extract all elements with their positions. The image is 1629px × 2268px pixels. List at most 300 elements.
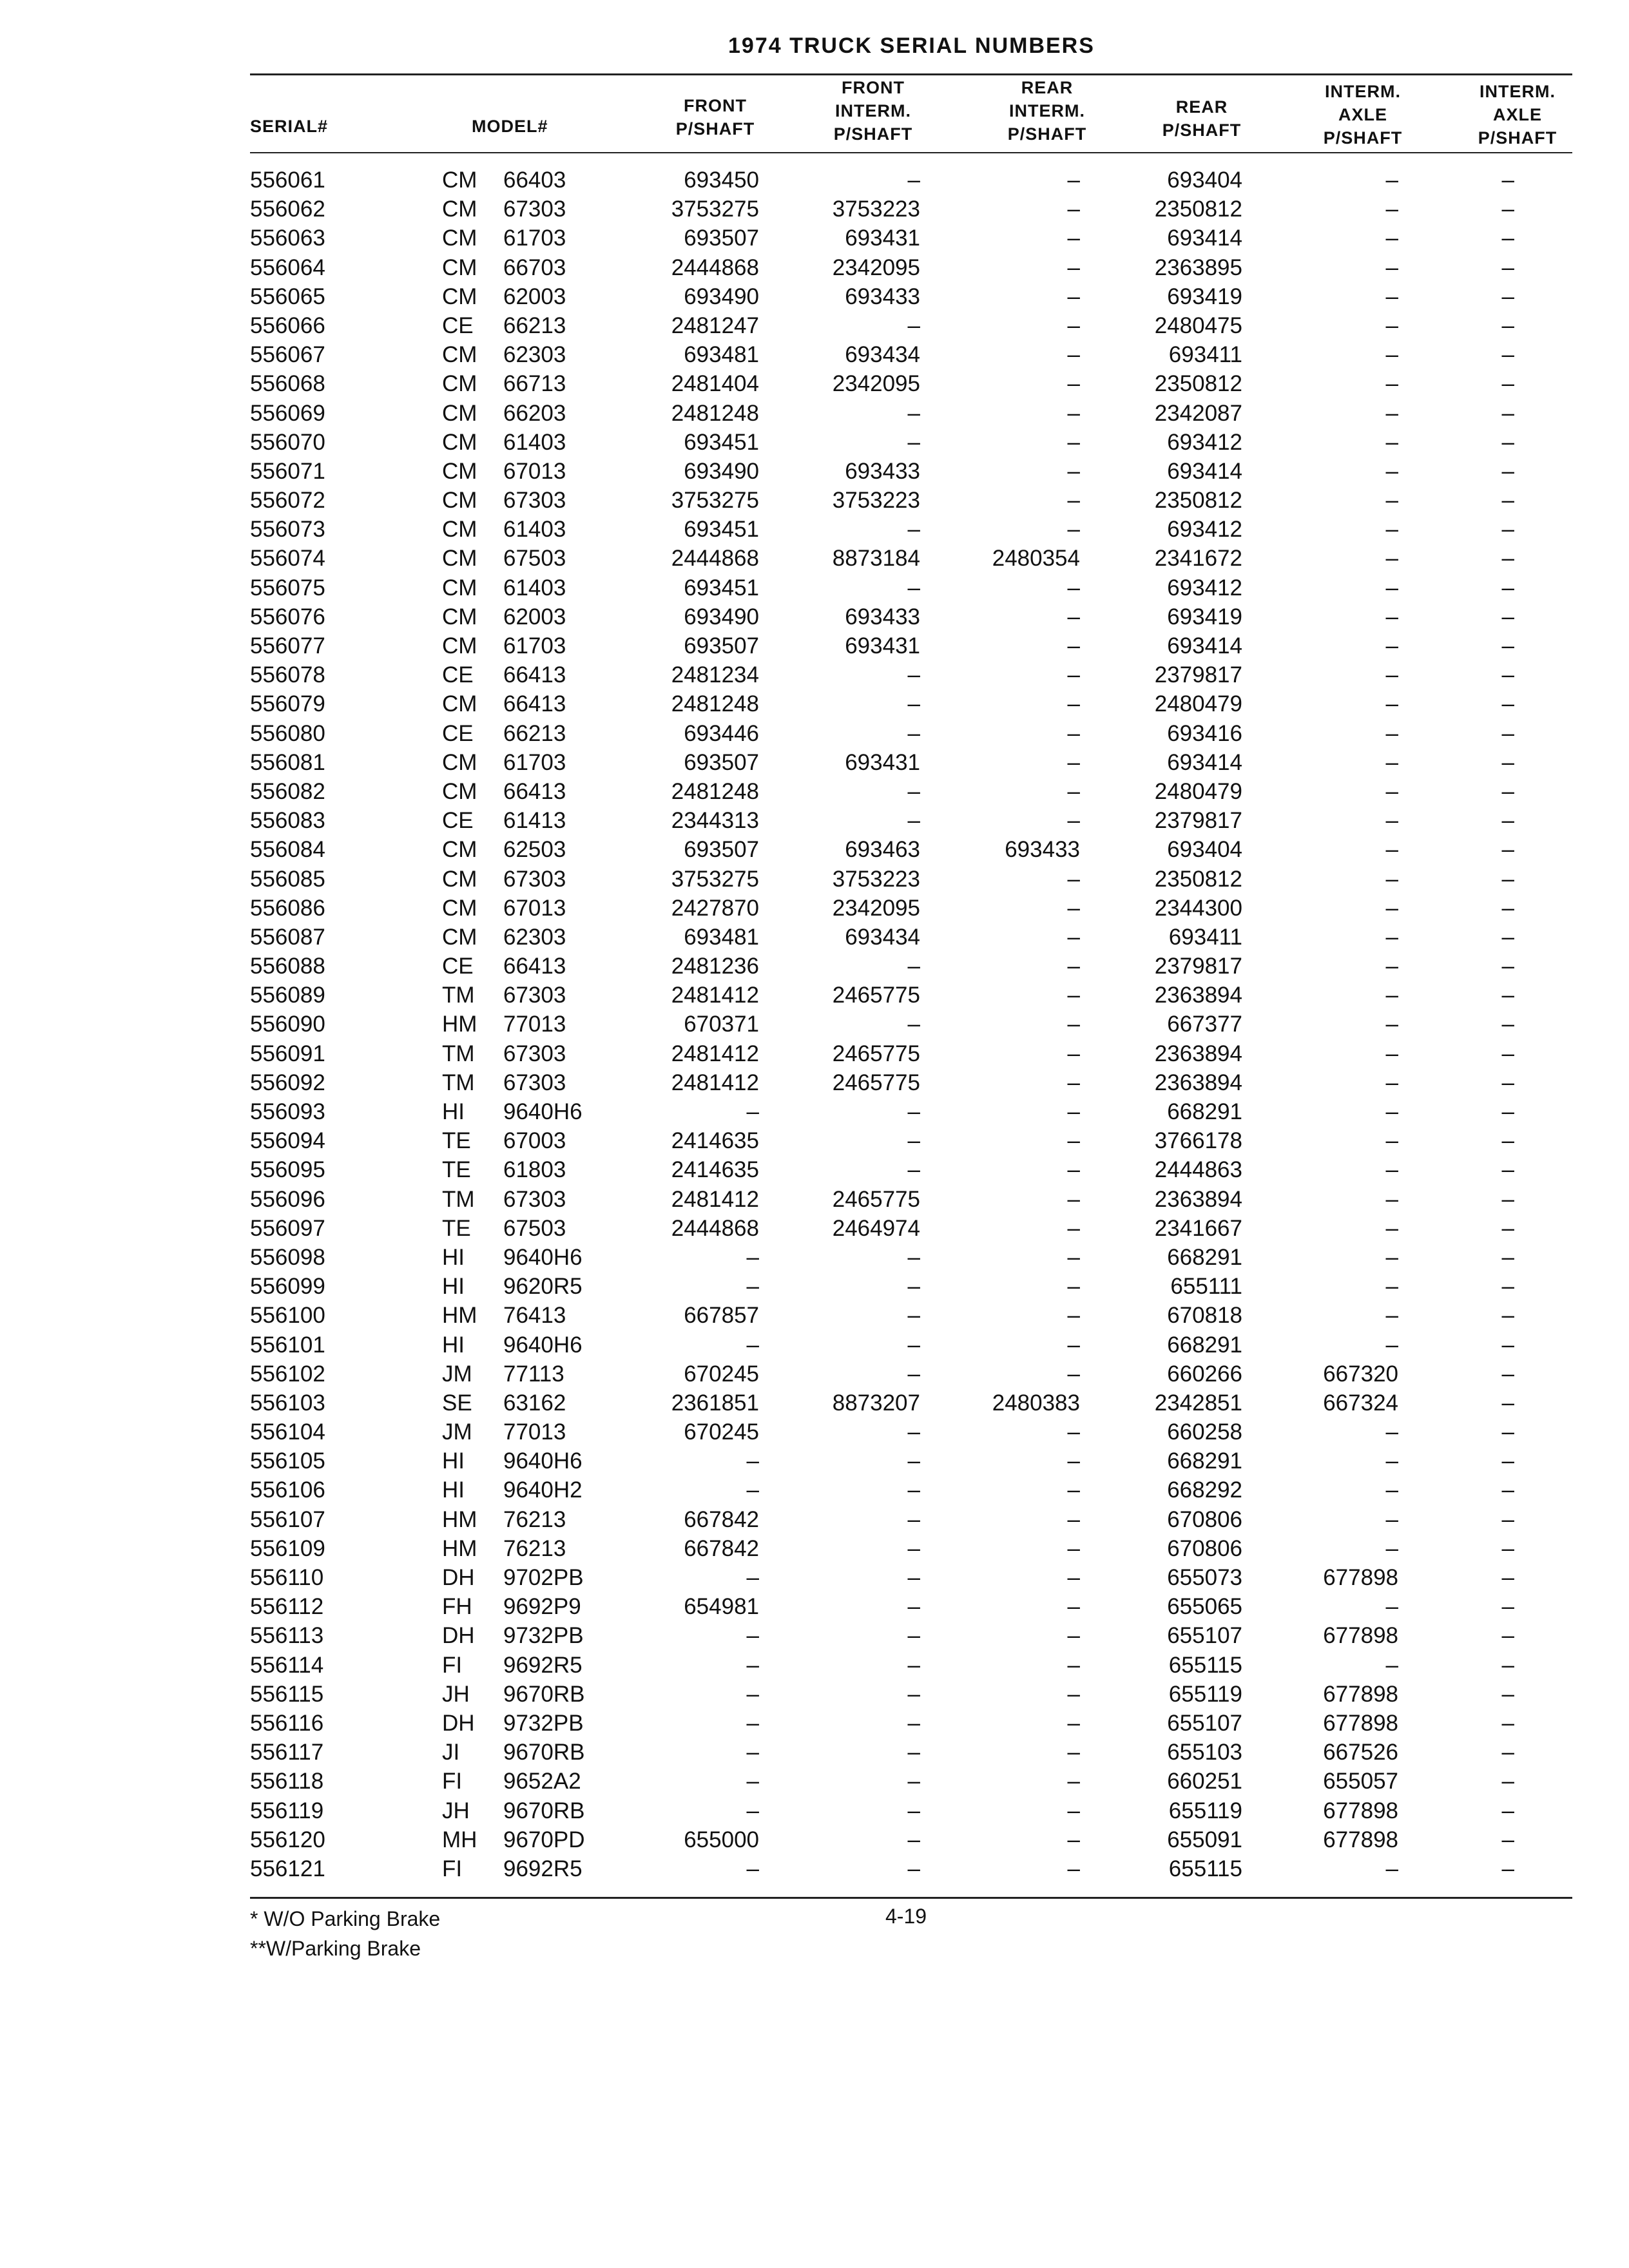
front-interm-pshaft-cell: – (907, 168, 920, 193)
rear-interm-pshaft-cell: – (1067, 197, 1080, 222)
model-cell: 66213 (503, 720, 566, 746)
serial-cell: 556087 (250, 924, 325, 950)
table-row (0, 1592, 1629, 1621)
table-row (0, 1825, 1629, 1854)
model-cell: 62303 (503, 342, 566, 368)
rear-interm-pshaft-cell: – (1067, 1594, 1080, 1620)
interm-axle-pshaft-2-cell: – (1501, 749, 1514, 775)
rear-interm-pshaft-cell: – (1067, 778, 1080, 804)
rear-interm-pshaft-cell: – (1067, 168, 1080, 193)
front-interm-pshaft-cell: 693433 (845, 458, 920, 484)
serial-cell: 556093 (250, 1099, 325, 1124)
interm-axle-pshaft-2-cell: – (1501, 1535, 1514, 1561)
type-cell: TM (442, 1186, 475, 1212)
front-pshaft-cell: 693507 (684, 226, 759, 251)
model-cell: 9692P9 (503, 1594, 581, 1620)
type-cell: HI (442, 1448, 465, 1474)
rear-interm-pshaft-cell: – (1067, 1565, 1080, 1590)
front-pshaft-cell: 2481248 (671, 400, 759, 426)
front-interm-pshaft-cell: – (907, 1332, 920, 1358)
front-pshaft-cell: – (746, 1623, 759, 1649)
type-cell: TE (442, 1215, 471, 1241)
serial-cell: 556109 (250, 1535, 325, 1561)
model-cell: 9670RB (503, 1798, 585, 1823)
rear-interm-pshaft-cell: – (1067, 1827, 1080, 1852)
rear-pshaft-cell: 2350812 (1154, 371, 1242, 397)
front-interm-pshaft-cell: 8873207 (832, 1390, 920, 1416)
rear-pshaft-cell: 2363894 (1154, 1186, 1242, 1212)
front-pshaft-cell: – (746, 1332, 759, 1358)
serial-cell: 556088 (250, 954, 325, 979)
front-pshaft-cell: 670371 (684, 1012, 759, 1037)
interm-axle-pshaft-2-cell: – (1501, 312, 1514, 338)
interm-axle-pshaft-1-cell: – (1385, 312, 1398, 338)
type-cell: CM (442, 691, 477, 717)
table-row (0, 1446, 1629, 1475)
model-cell: 66213 (503, 312, 566, 338)
model-cell: 61703 (503, 633, 566, 658)
interm-axle-pshaft-1-cell: – (1385, 1041, 1398, 1066)
interm-axle-pshaft-1-cell: – (1385, 255, 1398, 280)
serial-cell: 556112 (250, 1594, 324, 1620)
interm-axle-pshaft-1-cell: 677898 (1323, 1623, 1398, 1649)
rear-interm-pshaft-cell: – (1067, 1652, 1080, 1678)
model-cell: 67303 (503, 197, 566, 222)
interm-axle-pshaft-1-cell: – (1385, 720, 1398, 746)
type-cell: CM (442, 575, 477, 601)
table-row (0, 1039, 1629, 1068)
front-interm-pshaft-cell: 3753223 (832, 488, 920, 514)
serial-cell: 556069 (250, 400, 325, 426)
table-row (0, 602, 1629, 631)
serial-cell: 556091 (250, 1041, 325, 1066)
rear-interm-pshaft-cell: – (1067, 429, 1080, 455)
rear-interm-pshaft-cell: 2480354 (992, 546, 1080, 572)
table-row (0, 719, 1629, 748)
rear-pshaft-cell: 693416 (1167, 720, 1242, 746)
type-cell: TM (442, 1041, 475, 1066)
header-rear-interm-pshaft: REAR INTERM. P/SHAFT (1007, 78, 1087, 144)
front-pshaft-cell: 2344313 (671, 808, 759, 834)
rear-interm-pshaft-cell: – (1067, 1012, 1080, 1037)
serial-cell: 556067 (250, 342, 325, 368)
type-cell: FI (442, 1769, 463, 1794)
rear-interm-pshaft-cell: – (1067, 1099, 1080, 1124)
table-row (0, 311, 1629, 340)
type-cell: HI (442, 1274, 465, 1300)
type-cell: HI (442, 1477, 465, 1503)
front-interm-pshaft-cell: – (907, 1652, 920, 1678)
type-cell: JM (442, 1419, 472, 1445)
interm-axle-pshaft-1-cell: 677898 (1323, 1565, 1398, 1590)
front-pshaft-cell: 667857 (684, 1303, 759, 1329)
model-cell: 62503 (503, 837, 566, 863)
model-cell: 67303 (503, 488, 566, 514)
interm-axle-pshaft-2-cell: – (1501, 1215, 1514, 1241)
serial-cell: 556097 (250, 1215, 325, 1241)
rear-pshaft-cell: 655119 (1168, 1798, 1242, 1823)
rear-pshaft-cell: 2363895 (1154, 255, 1242, 280)
type-cell: TM (442, 1070, 475, 1095)
rear-pshaft-cell: 693404 (1167, 168, 1242, 193)
table-row (0, 1301, 1629, 1330)
front-interm-pshaft-cell: – (907, 1594, 920, 1620)
rear-interm-pshaft-cell: – (1067, 662, 1080, 688)
interm-axle-pshaft-2-cell: – (1501, 197, 1514, 222)
interm-axle-pshaft-1-cell: 667526 (1323, 1740, 1398, 1765)
serial-cell: 556078 (250, 662, 325, 688)
interm-axle-pshaft-1-cell: – (1385, 1274, 1398, 1300)
type-cell: TM (442, 983, 475, 1008)
serial-cell: 556089 (250, 983, 325, 1008)
interm-axle-pshaft-1-cell: – (1385, 1186, 1398, 1212)
type-cell: JH (442, 1798, 470, 1823)
rear-pshaft-cell: 655115 (1168, 1856, 1242, 1881)
rear-interm-pshaft-cell: – (1067, 255, 1080, 280)
bottom-rule (250, 1897, 1572, 1899)
rear-pshaft-cell: 668291 (1167, 1332, 1242, 1358)
table-row (0, 689, 1629, 718)
serial-cell: 556085 (250, 866, 325, 892)
rear-interm-pshaft-cell: – (1067, 633, 1080, 658)
interm-axle-pshaft-2-cell: – (1501, 954, 1514, 979)
type-cell: FI (442, 1856, 463, 1881)
rear-pshaft-cell: 2379817 (1154, 954, 1242, 979)
interm-axle-pshaft-1-cell: – (1385, 458, 1398, 484)
interm-axle-pshaft-2-cell: – (1501, 1594, 1514, 1620)
model-cell: 61703 (503, 226, 566, 251)
table-row (0, 1155, 1629, 1184)
rear-pshaft-cell: 2350812 (1154, 197, 1242, 222)
type-cell: CE (442, 312, 474, 338)
interm-axle-pshaft-2-cell: – (1501, 720, 1514, 746)
interm-axle-pshaft-1-cell: – (1385, 983, 1398, 1008)
interm-axle-pshaft-1-cell: – (1385, 1594, 1398, 1620)
table-row (0, 1331, 1629, 1360)
header-serial: SERIAL# (250, 117, 329, 136)
front-interm-pshaft-cell: – (907, 429, 920, 455)
rear-interm-pshaft-cell: – (1067, 1448, 1080, 1474)
table-row (0, 1097, 1629, 1126)
front-pshaft-cell: – (746, 1099, 759, 1124)
rear-pshaft-cell: 660266 (1167, 1361, 1242, 1387)
model-cell: 61403 (503, 517, 566, 543)
front-interm-pshaft-cell: – (907, 1099, 920, 1124)
front-interm-pshaft-cell: – (907, 1856, 920, 1881)
interm-axle-pshaft-1-cell: – (1385, 1856, 1398, 1881)
rear-interm-pshaft-cell: – (1067, 1244, 1080, 1270)
interm-axle-pshaft-1-cell: – (1385, 778, 1398, 804)
type-cell: CM (442, 429, 477, 455)
front-interm-pshaft-cell: – (907, 808, 920, 834)
serial-cell: 556061 (250, 168, 325, 193)
type-cell: MH (442, 1827, 477, 1852)
interm-axle-pshaft-1-cell: – (1385, 633, 1398, 658)
model-cell: 61403 (503, 575, 566, 601)
front-pshaft-cell: 2481412 (671, 1070, 759, 1095)
interm-axle-pshaft-2-cell: – (1501, 429, 1514, 455)
front-interm-pshaft-cell: 693434 (845, 924, 920, 950)
table-row (0, 835, 1629, 864)
rear-pshaft-cell: 693414 (1167, 226, 1242, 251)
rear-interm-pshaft-cell: 2480383 (992, 1390, 1080, 1416)
interm-axle-pshaft-1-cell: – (1385, 895, 1398, 921)
rear-pshaft-cell: 655103 (1167, 1740, 1242, 1765)
front-pshaft-cell: – (746, 1244, 759, 1270)
page-title: 1974 TRUCK SERIAL NUMBERS (728, 34, 1095, 58)
front-interm-pshaft-cell: – (907, 1419, 920, 1445)
front-interm-pshaft-cell: 2342095 (832, 371, 920, 397)
type-cell: JH (442, 1681, 470, 1707)
table-row (0, 1418, 1629, 1446)
type-cell: HM (442, 1506, 477, 1532)
front-pshaft-cell: – (746, 1652, 759, 1678)
table-row (0, 660, 1629, 689)
front-interm-pshaft-cell: – (907, 1157, 920, 1183)
model-cell: 66203 (503, 400, 566, 426)
serial-cell: 556066 (250, 312, 325, 338)
interm-axle-pshaft-1-cell: – (1385, 226, 1398, 251)
interm-axle-pshaft-2-cell: – (1501, 1244, 1514, 1270)
footnote-wo-parking-brake: * W/O Parking Brake (250, 1907, 441, 1930)
rear-interm-pshaft-cell: – (1067, 749, 1080, 775)
type-cell: CM (442, 604, 477, 629)
rear-pshaft-cell: 655091 (1167, 1827, 1242, 1852)
type-cell: TE (442, 1128, 471, 1154)
table-row (0, 1854, 1629, 1883)
table-row (0, 631, 1629, 660)
header-interm-axle-pshaft-1: INTERM. AXLE P/SHAFT (1323, 82, 1403, 148)
table-row (0, 282, 1629, 311)
rear-pshaft-cell: 2379817 (1154, 662, 1242, 688)
rear-interm-pshaft-cell: – (1067, 1361, 1080, 1387)
interm-axle-pshaft-1-cell: – (1385, 400, 1398, 426)
model-cell: 77113 (503, 1361, 564, 1387)
front-pshaft-cell: 2444868 (671, 255, 759, 280)
type-cell: CM (442, 895, 477, 921)
page-number: 4-19 (885, 1905, 927, 1928)
rear-interm-pshaft-cell: – (1067, 226, 1080, 251)
serial-cell: 556105 (250, 1448, 325, 1474)
front-pshaft-cell: 2481412 (671, 983, 759, 1008)
serial-cell: 556102 (250, 1361, 325, 1387)
rear-interm-pshaft-cell: – (1067, 1506, 1080, 1532)
rear-pshaft-cell: 693414 (1167, 458, 1242, 484)
front-interm-pshaft-cell: 693434 (845, 342, 920, 368)
type-cell: CE (442, 808, 474, 834)
rear-pshaft-cell: 660251 (1167, 1769, 1242, 1794)
front-interm-pshaft-cell: – (907, 662, 920, 688)
table-row (0, 573, 1629, 602)
front-pshaft-cell: 670245 (684, 1361, 759, 1387)
model-cell: 66713 (503, 371, 566, 397)
type-cell: DH (442, 1623, 475, 1649)
front-pshaft-cell: 693507 (684, 749, 759, 775)
serial-cell: 556096 (250, 1186, 325, 1212)
interm-axle-pshaft-1-cell: – (1385, 1099, 1398, 1124)
table-row (0, 923, 1629, 952)
front-pshaft-cell: 693451 (684, 517, 759, 543)
rear-interm-pshaft-cell: – (1067, 1128, 1080, 1154)
model-cell: 9732PB (503, 1710, 584, 1736)
interm-axle-pshaft-1-cell: 677898 (1323, 1681, 1398, 1707)
table-row (0, 952, 1629, 981)
type-cell: HI (442, 1332, 465, 1358)
model-cell: 67303 (503, 983, 566, 1008)
front-pshaft-cell: 2481412 (671, 1186, 759, 1212)
table-row (0, 457, 1629, 486)
interm-axle-pshaft-2-cell: – (1501, 342, 1514, 368)
front-interm-pshaft-cell: – (907, 1535, 920, 1561)
rear-pshaft-cell: 2342851 (1154, 1390, 1242, 1416)
interm-axle-pshaft-2-cell: – (1501, 1390, 1514, 1416)
header-front-interm-pshaft: FRONT INTERM. P/SHAFT (833, 78, 913, 144)
interm-axle-pshaft-2-cell: – (1501, 1070, 1514, 1095)
serial-cell: 556116 (250, 1710, 324, 1736)
table-row (0, 544, 1629, 573)
interm-axle-pshaft-2-cell: – (1501, 604, 1514, 629)
model-cell: 77013 (503, 1419, 566, 1445)
interm-axle-pshaft-2-cell: – (1501, 371, 1514, 397)
serial-cell: 556086 (250, 895, 325, 921)
rear-interm-pshaft-cell: – (1067, 808, 1080, 834)
interm-axle-pshaft-1-cell: – (1385, 1303, 1398, 1329)
model-cell: 66413 (503, 778, 566, 804)
front-interm-pshaft-cell: – (907, 1769, 920, 1794)
interm-axle-pshaft-2-cell: – (1501, 400, 1514, 426)
type-cell: JM (442, 1361, 472, 1387)
table-row (0, 1243, 1629, 1272)
interm-axle-pshaft-2-cell: – (1501, 808, 1514, 834)
interm-axle-pshaft-2-cell: – (1501, 778, 1514, 804)
front-interm-pshaft-cell: – (907, 1681, 920, 1707)
model-cell: 67303 (503, 1041, 566, 1066)
table-row (0, 1010, 1629, 1039)
front-pshaft-cell: 2481234 (671, 662, 759, 688)
interm-axle-pshaft-2-cell: – (1501, 924, 1514, 950)
table-row (0, 1680, 1629, 1709)
model-cell: 61703 (503, 749, 566, 775)
model-cell: 67303 (503, 1186, 566, 1212)
serial-cell: 556090 (250, 1012, 325, 1037)
interm-axle-pshaft-2-cell: – (1501, 546, 1514, 572)
table-row (0, 428, 1629, 457)
interm-axle-pshaft-1-cell: – (1385, 1157, 1398, 1183)
front-pshaft-cell: – (746, 1477, 759, 1503)
interm-axle-pshaft-1-cell: – (1385, 1448, 1398, 1474)
front-interm-pshaft-cell: 693463 (845, 837, 920, 863)
front-pshaft-cell: 654981 (684, 1594, 759, 1620)
rear-pshaft-cell: 693414 (1167, 749, 1242, 775)
front-pshaft-cell: 693446 (684, 720, 759, 746)
rear-pshaft-cell: 2342087 (1154, 400, 1242, 426)
rear-pshaft-cell: 2480479 (1154, 691, 1242, 717)
model-cell: 9640H6 (503, 1099, 583, 1124)
serial-cell: 556101 (250, 1332, 325, 1358)
rear-pshaft-cell: 693419 (1167, 604, 1242, 629)
type-cell: HM (442, 1012, 477, 1037)
front-pshaft-cell: 2481404 (671, 371, 759, 397)
serial-cell: 556119 (250, 1798, 324, 1823)
rear-interm-pshaft-cell: – (1067, 1157, 1080, 1183)
front-pshaft-cell: 693507 (684, 633, 759, 658)
model-cell: 9702PB (503, 1565, 584, 1590)
type-cell: SE (442, 1390, 472, 1416)
table-row (0, 1068, 1629, 1097)
interm-axle-pshaft-1-cell: – (1385, 954, 1398, 979)
interm-axle-pshaft-1-cell: – (1385, 342, 1398, 368)
front-interm-pshaft-cell: – (907, 1710, 920, 1736)
interm-axle-pshaft-2-cell: – (1501, 1798, 1514, 1823)
model-cell: 67013 (503, 895, 566, 921)
table-row (0, 195, 1629, 224)
rear-pshaft-cell: 2444863 (1154, 1157, 1242, 1183)
table-row (0, 369, 1629, 398)
front-pshaft-cell: 693450 (684, 168, 759, 193)
front-pshaft-cell: – (746, 1856, 759, 1881)
rear-pshaft-cell: 668292 (1167, 1477, 1242, 1503)
interm-axle-pshaft-2-cell: – (1501, 1565, 1514, 1590)
front-interm-pshaft-cell: – (907, 1361, 920, 1387)
rear-interm-pshaft-cell: – (1067, 371, 1080, 397)
type-cell: DH (442, 1565, 475, 1590)
serial-cell: 556065 (250, 284, 325, 309)
header-rear-pshaft: REAR P/SHAFT (1162, 97, 1242, 140)
interm-axle-pshaft-1-cell: – (1385, 1070, 1398, 1095)
front-interm-pshaft-cell: 3753223 (832, 866, 920, 892)
model-cell: 77013 (503, 1012, 566, 1037)
front-interm-pshaft-cell: 693431 (845, 226, 920, 251)
type-cell: DH (442, 1710, 475, 1736)
rear-interm-pshaft-cell: – (1067, 284, 1080, 309)
rear-interm-pshaft-cell: – (1067, 1041, 1080, 1066)
serial-cell: 556106 (250, 1477, 325, 1503)
table-row (0, 1389, 1629, 1418)
rear-interm-pshaft-cell: – (1067, 1274, 1080, 1300)
rear-pshaft-cell: 3766178 (1154, 1128, 1242, 1154)
table-row (0, 253, 1629, 282)
rear-pshaft-cell: 655107 (1167, 1710, 1242, 1736)
front-pshaft-cell: 2427870 (671, 895, 759, 921)
rear-pshaft-cell: 2363894 (1154, 1041, 1242, 1066)
rear-pshaft-cell: 655065 (1167, 1594, 1242, 1620)
serial-cell: 556104 (250, 1419, 325, 1445)
model-cell: 76213 (503, 1506, 566, 1532)
serial-cell: 556118 (250, 1769, 324, 1794)
serial-cell: 556064 (250, 255, 325, 280)
rear-pshaft-cell: 655073 (1167, 1565, 1242, 1590)
serial-cell: 556068 (250, 371, 325, 397)
serial-cell: 556071 (250, 458, 325, 484)
front-interm-pshaft-cell: – (907, 720, 920, 746)
table-row (0, 981, 1629, 1010)
front-interm-pshaft-cell: 2465775 (832, 1186, 920, 1212)
model-cell: 66413 (503, 662, 566, 688)
interm-axle-pshaft-2-cell: – (1501, 1827, 1514, 1852)
rear-pshaft-cell: 2363894 (1154, 1070, 1242, 1095)
model-cell: 62003 (503, 604, 566, 629)
table-row (0, 777, 1629, 806)
interm-axle-pshaft-2-cell: – (1501, 633, 1514, 658)
serial-cell: 556080 (250, 720, 325, 746)
front-pshaft-cell: 2481236 (671, 954, 759, 979)
serial-cell: 556062 (250, 197, 325, 222)
front-interm-pshaft-cell: – (907, 575, 920, 601)
model-cell: 9640H6 (503, 1332, 583, 1358)
front-pshaft-cell: 2361851 (671, 1390, 759, 1416)
rear-interm-pshaft-cell: – (1067, 1798, 1080, 1823)
table-row (0, 399, 1629, 428)
